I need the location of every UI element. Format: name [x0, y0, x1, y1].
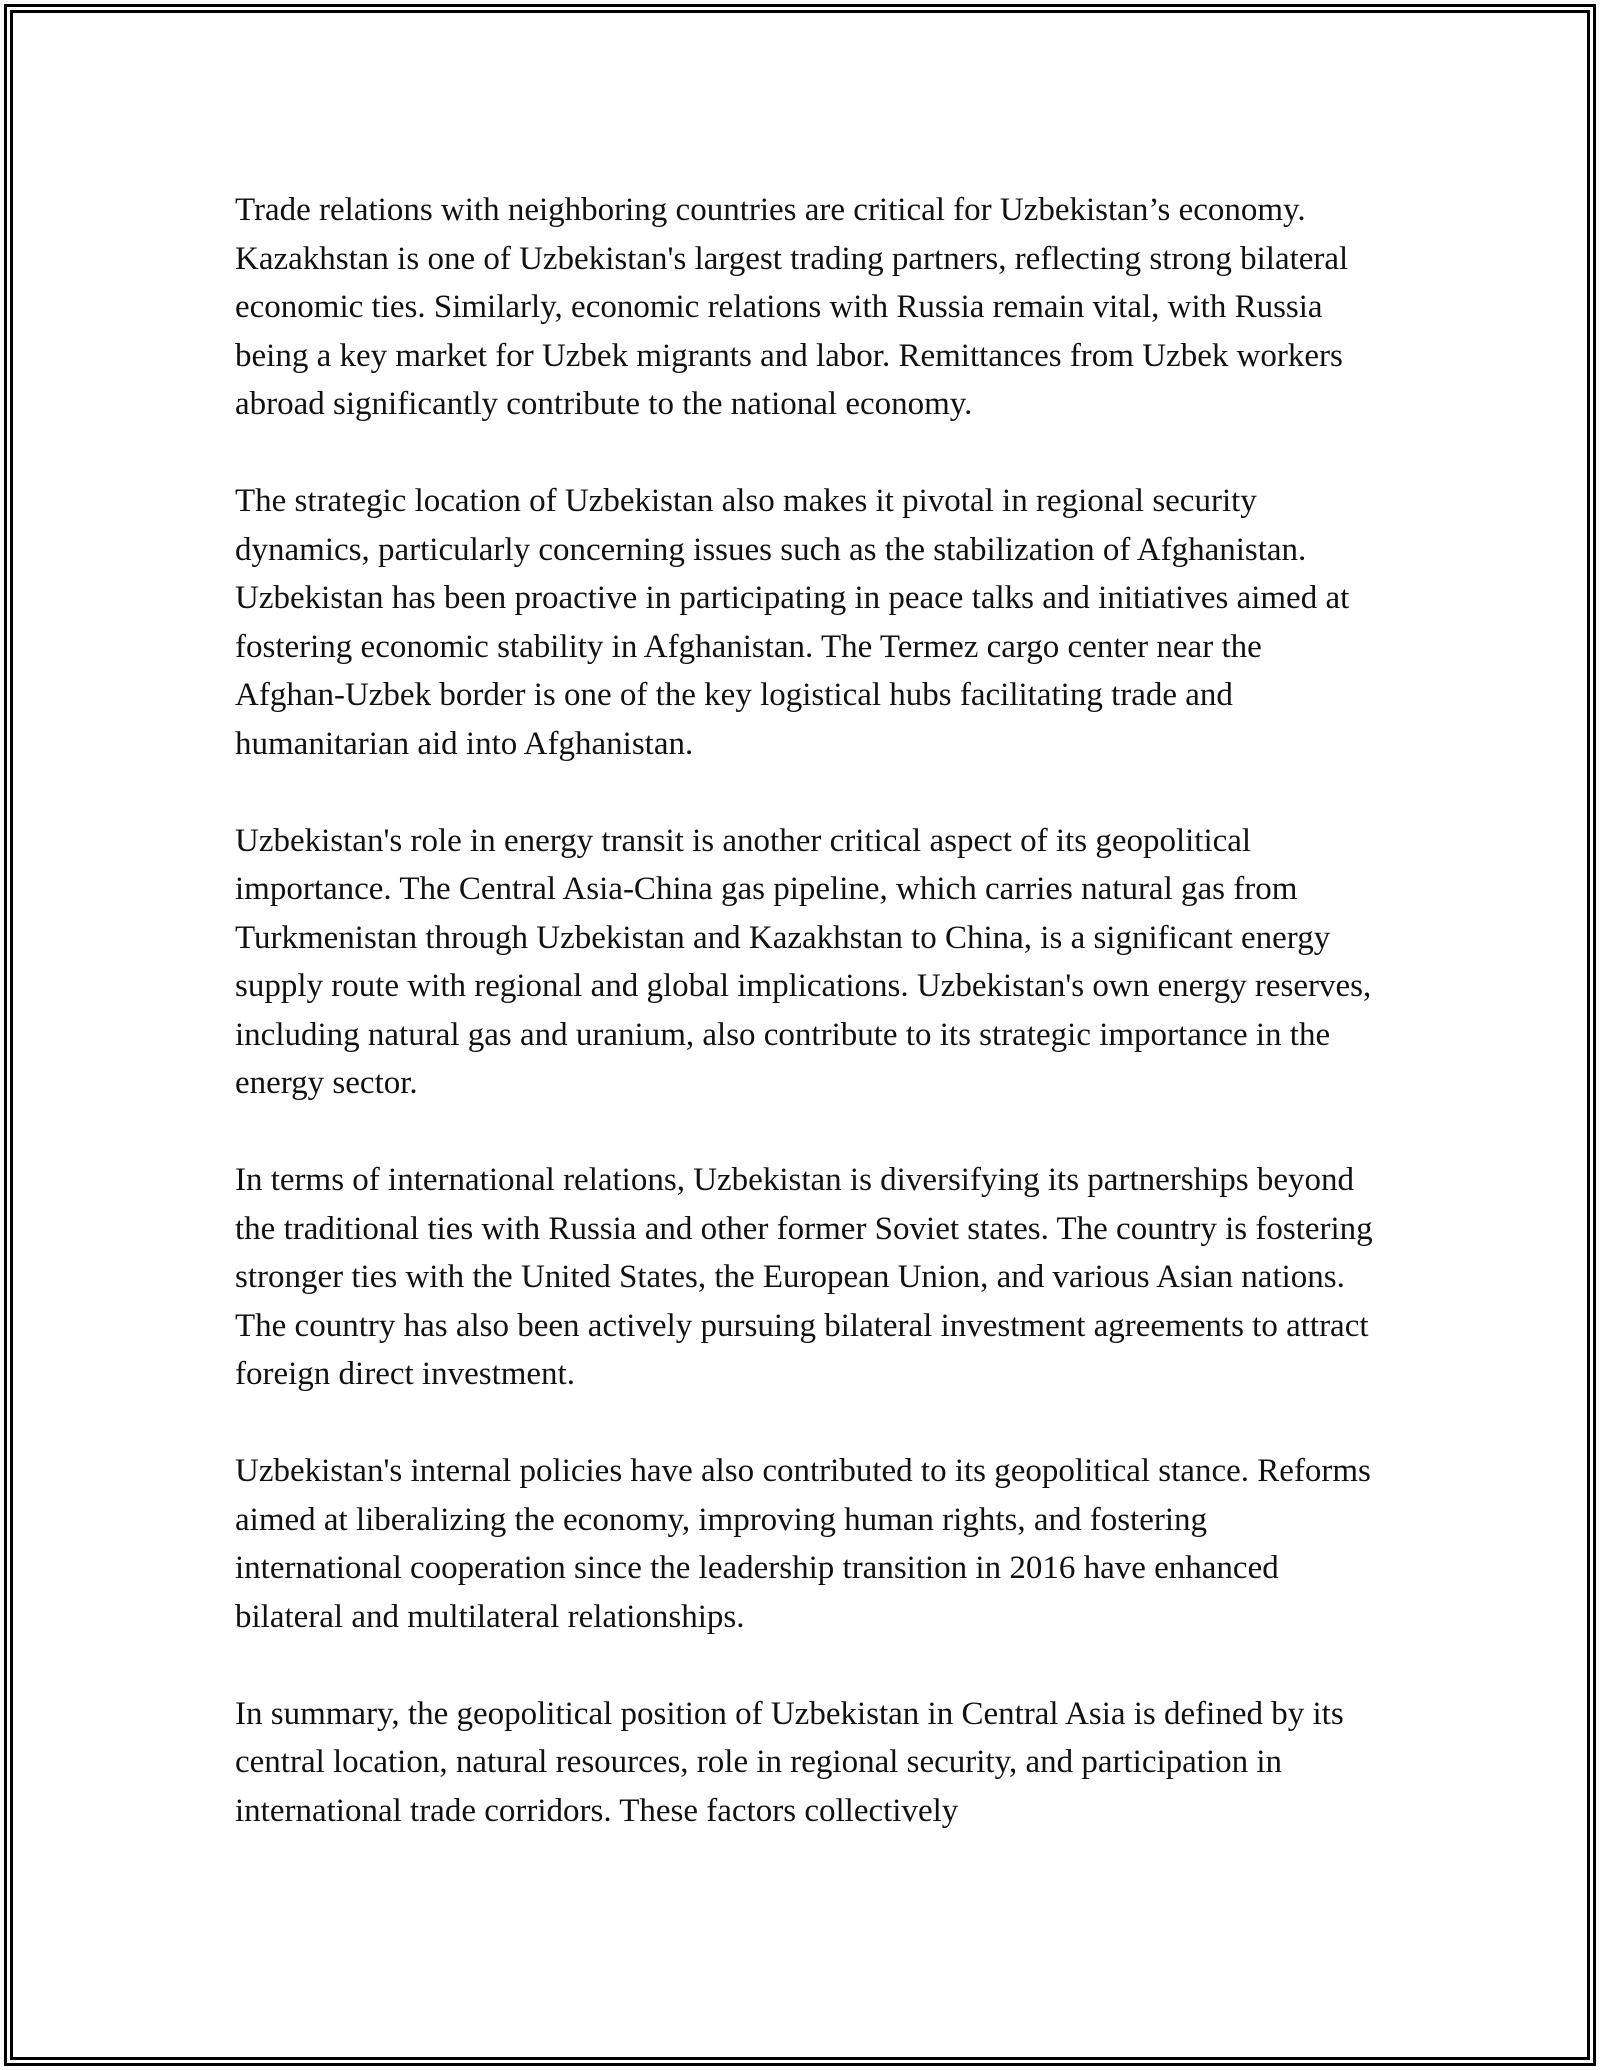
paragraph-summary: In summary, the geopolitical position of Uzbekistan in Central Asia is defined by its central location, natural resources, role in regional security, and participation in international trade corridors. These factors collectively — [235, 1695, 1344, 1829]
paragraph-trade-relations: Trade relations with neighboring countries are critical for Uzbekistan’s economy. Kazakhstan is one of Uzbekistan's largest trading partners, reflecting strong bilateral economic ties. Similarly, economic relations with Russia remain vital, with Russia being a key market for Uzbek migrants and labor. Remittances from Uzbek workers abroad significantly contribute to the national economy. — [235, 192, 1349, 422]
paragraph-international-relations: In terms of international relations, Uzbekistan is diversifying its partnerships beyond the traditional ties with Russia and other former Soviet states. The country is fostering stronger ties with the United States, the European Union, and various Asian nations. The country has also been actively pursuing bilateral investment agreements to attract foreign direct investment. — [235, 1162, 1373, 1392]
document-body — [235, 186, 1375, 1884]
paragraph-energy-transit: Uzbekistan's role in energy transit is another critical aspect of its geopolitical importance. The Central Asia-China gas pipeline, which carries natural gas from Turkmenistan through Uzbekistan and Kazakhstan to China, is a significant energy supply route with regional and global implications. Uzbekistan's own energy reserves, including natural gas and uranium, also contribute to its strategic importance in the energy sector. — [235, 822, 1372, 1101]
paragraph-internal-policies: Uzbekistan's internal policies have also contributed to its geopolitical stance. Reforms aimed at liberalizing the economy, improving human rights, and fostering international cooperation since the leadership transition in 2016 have enhanced bilateral and multilateral relationships. — [235, 1453, 1371, 1635]
paragraph-regional-security: The strategic location of Uzbekistan also makes it pivotal in regional security dynamics, particularly concerning issues such as the stabilization of Afghanistan. Uzbekistan has been proactive in participating in peace talks and initiatives aimed at fostering economic stability in Afghanistan. The Termez cargo center near the Afghan-Uzbek border is one of the key logistical hubs facilitating trade and humanitarian aid into Afghanistan. — [235, 483, 1350, 762]
